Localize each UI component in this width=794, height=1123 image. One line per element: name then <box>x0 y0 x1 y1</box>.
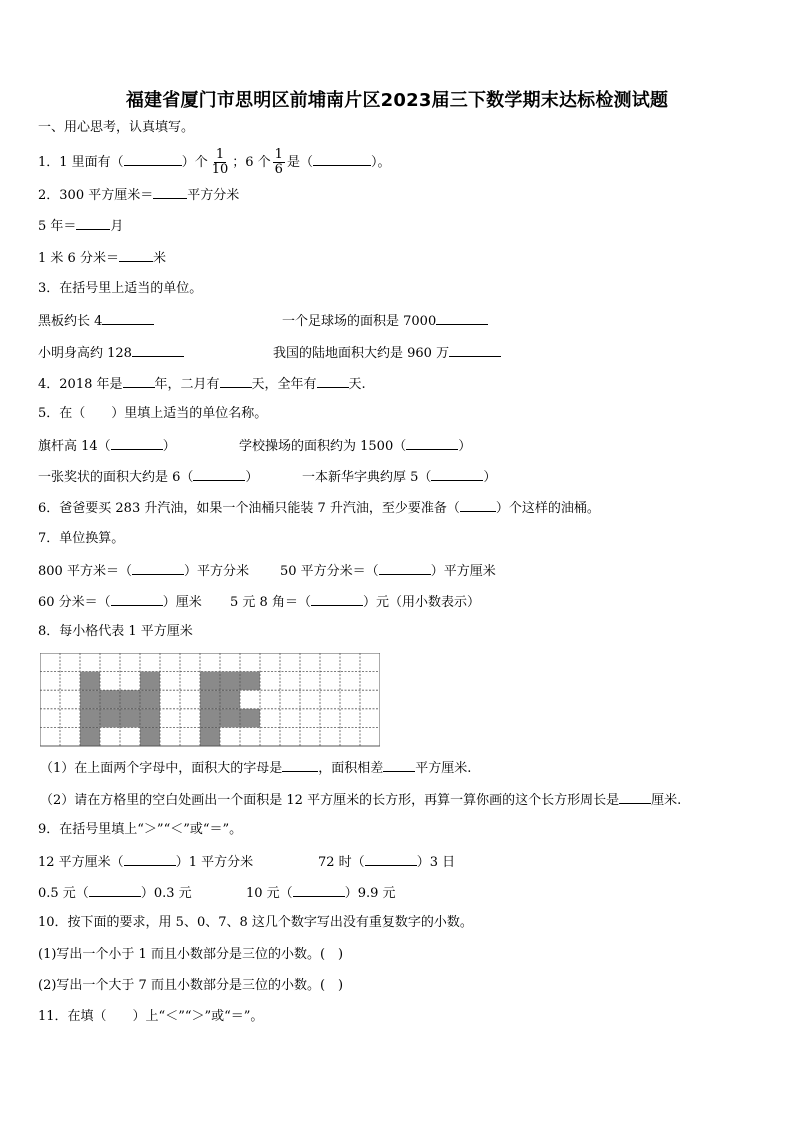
question-text: ）个这样的油桶。 <box>495 501 600 516</box>
answer-blank[interactable] <box>124 152 182 166</box>
letter-h-cell <box>80 709 100 728</box>
question-text: ）平方分米 <box>183 564 249 579</box>
question-2 <box>38 185 239 205</box>
question-10-part-1: (1)写出一个小于 1 而且小数部分是三位的小数。( ) <box>38 947 344 962</box>
answer-blank[interactable] <box>132 343 184 357</box>
letter-f-cell <box>200 672 220 691</box>
fraction <box>273 148 285 177</box>
question-3-item <box>273 343 501 363</box>
question-5-heading: 5．在（ ）里填上适当的单位名称。 <box>38 406 268 421</box>
question-text: ）元（用小数表示） <box>362 595 480 610</box>
fraction-numerator: 1 <box>274 147 283 162</box>
question-text: 4．2018 年是 <box>38 377 123 392</box>
letter-f-cell <box>200 690 220 709</box>
letter-h-cell <box>120 709 140 728</box>
answer-blank[interactable] <box>111 592 163 606</box>
question-text: 月 <box>110 219 124 234</box>
answer-blank[interactable] <box>119 248 153 262</box>
question-8-heading: 8．每小格代表 1 平方厘米 <box>38 624 193 639</box>
question-text: ） <box>458 439 472 454</box>
question-text: ）。 <box>370 155 391 170</box>
letter-f-cell <box>220 709 240 728</box>
question-text: 一本新华字典约厚 5（ <box>302 470 432 485</box>
letter-f-cell <box>200 727 220 746</box>
letter-h-cell <box>120 690 140 709</box>
question-7-item <box>280 561 496 581</box>
question-2b <box>38 216 123 236</box>
question-text: 小明身高约 128 <box>38 346 132 361</box>
question-text: 厘米. <box>651 793 682 808</box>
question-text: 我国的陆地面积大约是 960 万 <box>273 346 450 361</box>
question-9-item <box>318 852 455 872</box>
answer-blank[interactable] <box>311 592 363 606</box>
question-text: 5 年＝ <box>38 219 77 234</box>
question-8-part-2 <box>40 790 681 810</box>
letter-f-cell <box>200 709 220 728</box>
question-text: 50 平方分米＝（ <box>280 564 379 579</box>
letter-h-cell <box>80 727 100 746</box>
page-title: 福建省厦门市思明区前埔南片区2023届三下数学期末达标检测试题 <box>125 90 669 111</box>
question-text: 天，全年有 <box>251 377 317 392</box>
square-grid[interactable] <box>40 653 380 747</box>
question-text: 6．爸爸要买 283 升汽油，如果一个油桶只能装 7 升汽油，至少要准备（ <box>38 501 460 516</box>
question-3-item <box>38 343 184 363</box>
answer-blank[interactable] <box>317 374 349 388</box>
question-number: 1． <box>38 155 60 170</box>
question-3-heading: 3．在括号里上适当的单位。 <box>38 281 203 296</box>
question-8-part-1 <box>40 758 471 778</box>
question-6 <box>38 498 600 518</box>
question-text: ）0.3 元 <box>140 886 192 901</box>
answer-blank[interactable] <box>102 311 154 325</box>
fraction <box>210 148 231 177</box>
answer-blank[interactable] <box>449 343 501 357</box>
answer-blank[interactable] <box>282 758 318 772</box>
question-2c <box>38 248 166 268</box>
letter-f-cell <box>240 672 260 691</box>
question-text: ）平方厘米 <box>430 564 496 579</box>
question-text: 天. <box>348 377 366 392</box>
letter-h-cell <box>80 690 100 709</box>
letter-h-cell <box>140 709 160 728</box>
answer-blank[interactable] <box>193 467 245 481</box>
question-text: （1）在上面两个字母中，面积大的字母是 <box>40 761 283 776</box>
question-5-item <box>302 467 496 487</box>
question-10-heading: 10．按下面的要求，用 5、0、7、8 这几个数字写出没有重复数字的小数。 <box>38 915 473 930</box>
question-text: 米 <box>152 251 166 266</box>
question-text: ）3 日 <box>416 855 456 870</box>
question-text: ）个 <box>181 155 208 170</box>
letter-h-cell <box>80 672 100 691</box>
question-text: 平方厘米. <box>415 761 472 776</box>
question-text: 是（ <box>286 155 313 170</box>
question-text: 2．300 平方厘米＝ <box>38 188 154 203</box>
question-3-item <box>38 311 154 331</box>
question-7-item <box>230 592 480 612</box>
question-9-heading: 9．在括号里填上“＞”“＜”或“＝”。 <box>38 822 243 837</box>
question-1 <box>38 148 390 177</box>
answer-blank[interactable] <box>123 374 155 388</box>
answer-blank[interactable] <box>153 185 187 199</box>
question-text: 72 时（ <box>318 855 365 870</box>
question-text: 1 米 6 分米＝ <box>38 251 119 266</box>
question-text: ）1 平方分米 <box>175 855 254 870</box>
answer-blank[interactable] <box>111 436 163 450</box>
question-text: 旗杆高 14（ <box>38 439 111 454</box>
letter-h-cell <box>140 690 160 709</box>
question-7-item <box>38 561 249 581</box>
question-9-item <box>38 883 192 903</box>
answer-blank[interactable] <box>76 216 110 230</box>
answer-blank[interactable] <box>124 852 176 866</box>
fraction-denominator: 6 <box>274 162 283 177</box>
answer-blank[interactable] <box>365 852 417 866</box>
question-text: 60 分米＝（ <box>38 595 111 610</box>
question-7-heading: 7．单位换算。 <box>38 531 125 546</box>
question-text: ）厘米 <box>162 595 202 610</box>
question-text: ，面积相差 <box>318 761 384 776</box>
answer-blank[interactable] <box>313 152 371 166</box>
answer-blank[interactable] <box>406 436 458 450</box>
question-5-item <box>239 436 471 456</box>
answer-blank[interactable] <box>436 311 488 325</box>
question-text: ） <box>483 470 497 485</box>
answer-blank[interactable] <box>220 374 252 388</box>
answer-blank[interactable] <box>132 561 184 575</box>
question-text: 平方分米 <box>187 188 240 203</box>
question-text: （2）请在方格里的空白处画出一个面积是 12 平方厘米的长方形，再算一算你画的这个长方形周长是 <box>40 793 620 808</box>
question-text: ） <box>162 439 176 454</box>
question-7-item <box>38 592 202 612</box>
letter-f-cell <box>240 709 260 728</box>
letter-h-cell <box>140 727 160 746</box>
letter-h-cell <box>140 672 160 691</box>
letter-h-cell <box>100 690 120 709</box>
question-4 <box>38 374 366 394</box>
question-text: ；6 个 <box>232 155 271 170</box>
question-text: ） <box>245 470 259 485</box>
answer-blank[interactable] <box>383 758 415 772</box>
question-text: 5 元 8 角＝（ <box>230 595 311 610</box>
question-text: 年，二月有 <box>154 377 220 392</box>
question-text: 一个足球场的面积是 7000 <box>282 314 437 329</box>
question-text: 0.5 元（ <box>38 886 89 901</box>
answer-blank[interactable] <box>431 467 483 481</box>
question-text: 一张奖状的面积大约是 6（ <box>38 470 194 485</box>
question-text: 12 平方厘米（ <box>38 855 124 870</box>
answer-blank[interactable] <box>293 883 345 897</box>
letter-f-cell <box>220 672 240 691</box>
question-text: 学校操场的面积约为 1500（ <box>239 439 407 454</box>
question-text: 黑板约长 4 <box>38 314 103 329</box>
question-11-heading: 11．在填（ ）上“＜”“＞”或“＝”。 <box>38 1009 264 1024</box>
answer-blank[interactable] <box>89 883 141 897</box>
letter-f-cell <box>220 690 240 709</box>
question-3-item <box>282 311 488 331</box>
section-heading: 一、用心思考，认真填写。 <box>38 120 195 135</box>
question-10-part-2: (2)写出一个大于 7 而且小数部分是三位的小数。( ) <box>38 978 344 993</box>
question-text: 10 元（ <box>246 886 293 901</box>
answer-blank[interactable] <box>379 561 431 575</box>
letter-h-cell <box>100 709 120 728</box>
question-5-item <box>38 467 258 487</box>
question-5-item <box>38 436 176 456</box>
question-text: 1 里面有（ <box>59 155 124 170</box>
grid-figure <box>40 653 380 747</box>
answer-blank[interactable] <box>460 498 496 512</box>
answer-blank[interactable] <box>619 790 651 804</box>
question-text: ）9.9 元 <box>344 886 396 901</box>
question-text: 800 平方米＝（ <box>38 564 132 579</box>
fraction-numerator: 1 <box>215 147 225 162</box>
fraction-denominator: 10 <box>211 162 229 177</box>
question-9-item <box>38 852 253 872</box>
question-9-item <box>246 883 396 903</box>
